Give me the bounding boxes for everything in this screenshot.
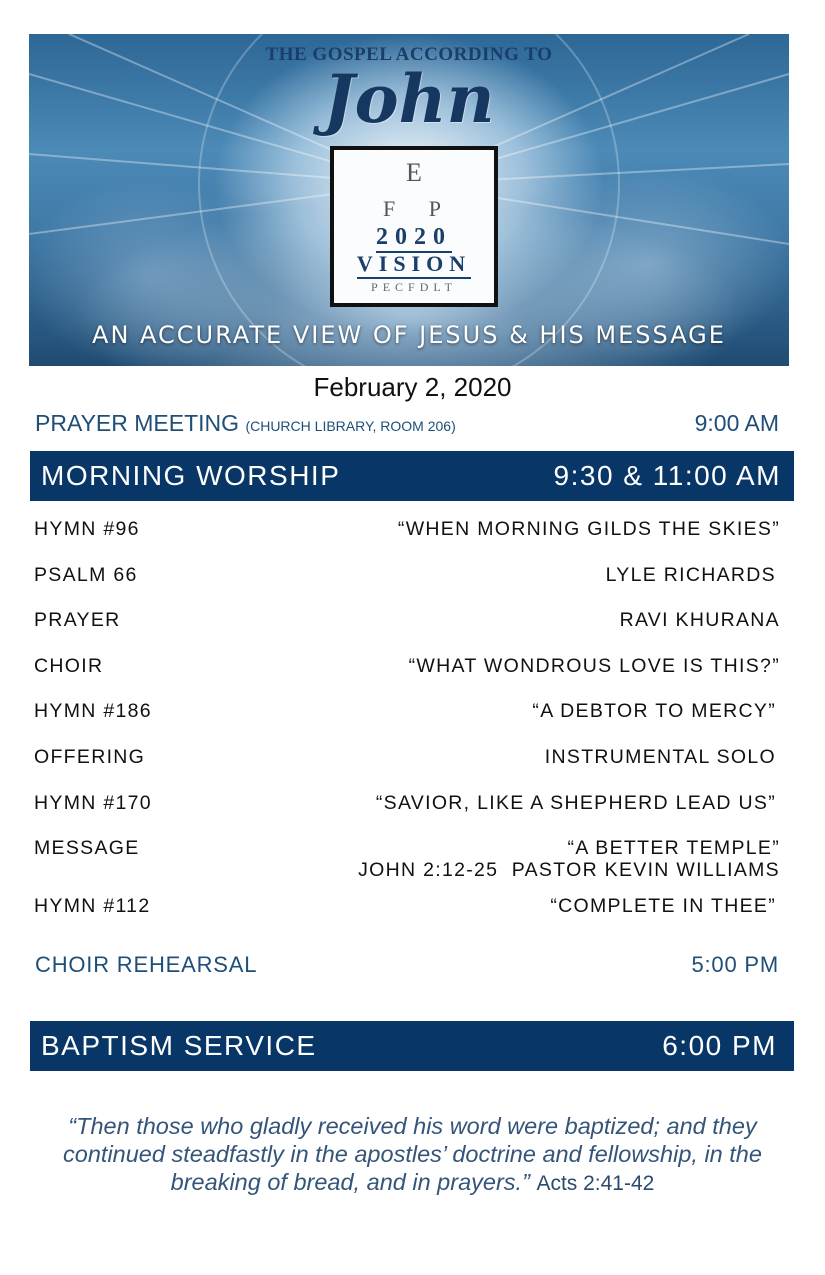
header-banner — [29, 34, 789, 366]
item-label: PSALM 66 — [34, 564, 138, 586]
list-item — [34, 700, 780, 723]
service-date: February 2, 2020 — [313, 372, 512, 402]
item-label: CHOIR — [34, 655, 104, 677]
quote-reference: Acts 2:41-42 — [536, 1172, 655, 1195]
morning-worship-header — [30, 451, 794, 501]
baptism-service-time: 6:00 PM — [662, 1030, 777, 1061]
banner-subtitle: AN ACCURATE VIEW OF JESUS & HIS MESSAGE — [92, 321, 726, 349]
banner-title: John — [323, 60, 495, 138]
prayer-meeting-label: PRAYER MEETING — [35, 410, 240, 436]
item-label: OFFERING — [34, 746, 146, 768]
eye-chart-line: PECFDLT — [371, 280, 457, 294]
banner-pretitle: THE GOSPEL ACCORDING TO — [265, 44, 553, 65]
list-item — [34, 746, 780, 769]
item-detail: “COMPLETE IN THEE” — [550, 895, 776, 917]
item-detail: INSTRUMENTAL SOLO — [544, 746, 776, 768]
item-detail: “A DEBTOR TO MERCY” — [532, 700, 776, 722]
list-item — [34, 837, 780, 881]
baptism-service-label: BAPTISM SERVICE — [41, 1030, 317, 1061]
morning-worship-time: 9:30 & 11:00 AM — [553, 460, 781, 491]
eye-chart-vision: VISION — [357, 251, 471, 279]
choir-rehearsal-label: CHOIR REHEARSAL — [35, 952, 258, 977]
message-reference: JOHN 2:12-25 PASTOR KEVIN WILLIAMS — [358, 859, 780, 881]
item-detail: “WHAT WONDROUS LOVE IS THIS?” — [408, 655, 780, 677]
item-detail: LYLE RICHARDS — [605, 564, 776, 586]
item-label: HYMN #170 — [34, 792, 152, 814]
eye-chart-line: F P — [383, 196, 455, 221]
item-detail: “WHEN MORNING GILDS THE SKIES” — [397, 518, 780, 540]
list-item — [34, 518, 780, 541]
choir-rehearsal-time: 5:00 PM — [691, 952, 779, 977]
message-title: “A BETTER TEMPLE” — [567, 837, 780, 859]
quote-text: “Then those who gladly received his word were baptized; and they continued steadfastly in the apostles’ doctrine and fellowship, in the breaking of bread, and in prayers.” — [63, 1113, 762, 1195]
item-detail: “SAVIOR, LIKE A SHEPHERD LEAD US” — [375, 792, 776, 814]
list-item — [34, 792, 780, 815]
prayer-meeting-time: 9:00 AM — [694, 410, 779, 436]
choir-rehearsal-row — [35, 952, 779, 978]
baptism-service-header — [30, 1021, 794, 1071]
list-item — [34, 655, 780, 678]
eye-chart-graphic — [330, 146, 498, 307]
eye-chart-line: E — [406, 158, 422, 187]
eye-chart-year: 2020 — [376, 224, 452, 253]
item-label: HYMN #186 — [34, 700, 152, 722]
list-item — [34, 895, 780, 918]
prayer-meeting-row — [35, 410, 779, 437]
item-label: HYMN #112 — [34, 895, 151, 917]
prayer-meeting-location: (CHURCH LIBRARY, ROOM 206) — [245, 418, 456, 434]
item-label: MESSAGE — [34, 837, 140, 859]
list-item — [34, 609, 780, 632]
item-detail: RAVI KHURANA — [619, 609, 780, 631]
scripture-quote — [40, 1112, 785, 1198]
item-label: PRAYER — [34, 609, 121, 631]
item-label: HYMN #96 — [34, 518, 140, 540]
list-item — [34, 564, 780, 587]
morning-worship-label: MORNING WORSHIP — [41, 460, 341, 491]
